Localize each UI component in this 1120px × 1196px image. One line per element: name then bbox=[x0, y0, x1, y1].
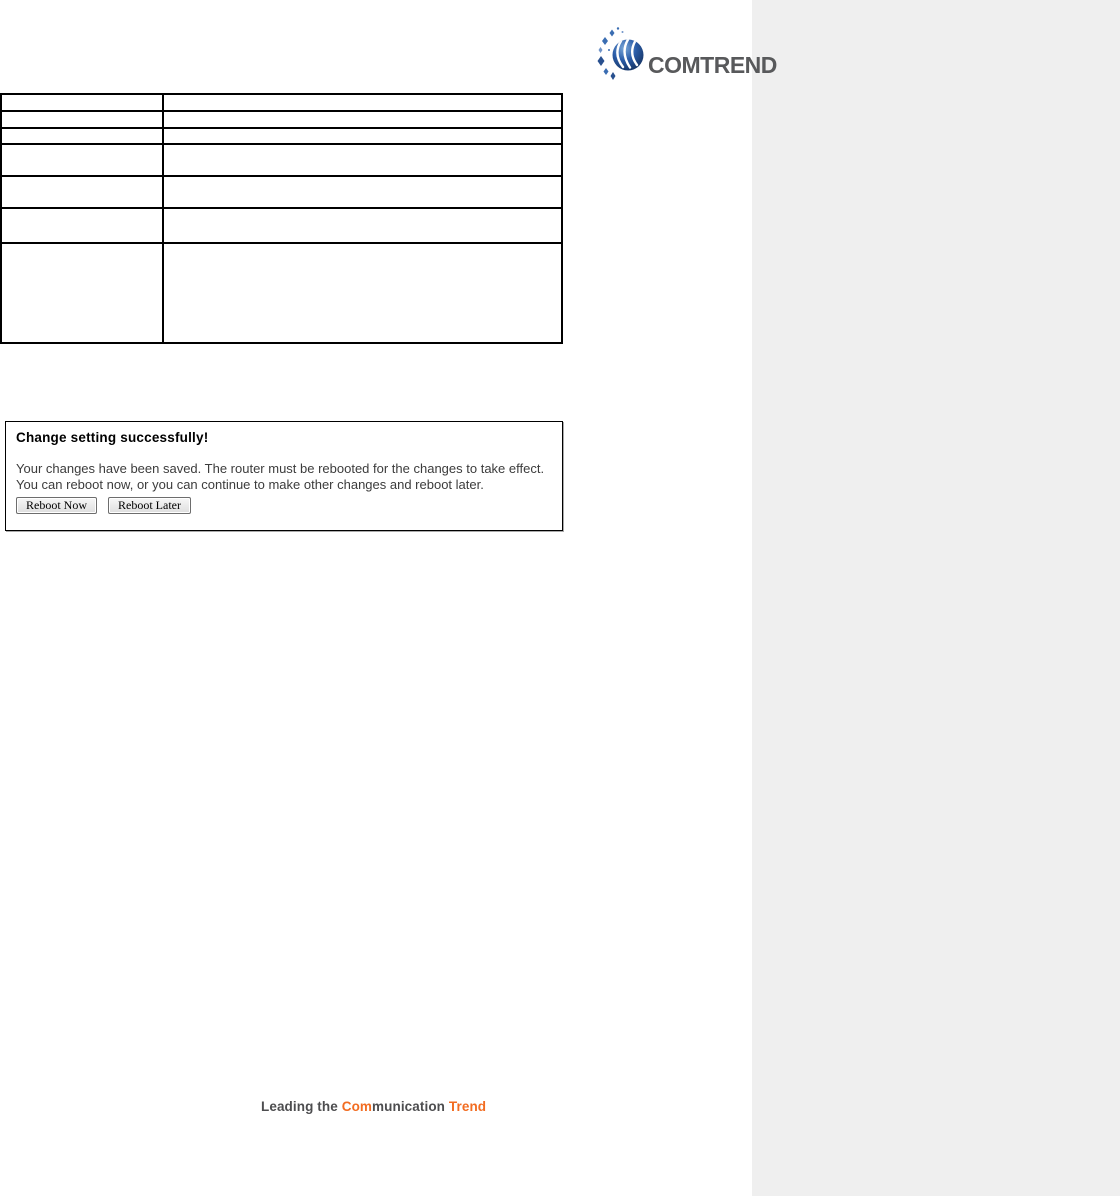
tagline-accent-segment: Trend bbox=[448, 1099, 487, 1114]
spec-table bbox=[0, 93, 563, 344]
spec-name-cell bbox=[1, 243, 163, 343]
spec-value-cell bbox=[163, 144, 562, 176]
spec-value-cell bbox=[163, 243, 562, 343]
reboot-button-row bbox=[16, 497, 552, 514]
spec-name-cell bbox=[1, 208, 163, 243]
spec-name-cell bbox=[1, 111, 163, 128]
spec-value-cell bbox=[163, 128, 562, 144]
message-box-title: Change setting successfully! bbox=[16, 430, 209, 445]
spec-name-cell bbox=[1, 128, 163, 144]
canvas-gutter bbox=[752, 0, 1120, 1196]
message-box-body bbox=[16, 461, 552, 493]
tagline-segment: munication bbox=[372, 1099, 449, 1114]
table-row bbox=[1, 94, 562, 111]
footer-tagline bbox=[261, 1099, 486, 1114]
reboot-now-button[interactable]: Reboot Now bbox=[16, 497, 97, 514]
spec-value-cell bbox=[163, 176, 562, 208]
table-row bbox=[1, 111, 562, 128]
spec-name-cell bbox=[1, 94, 163, 111]
spec-value-cell bbox=[163, 111, 562, 128]
spec-value-cell bbox=[163, 94, 562, 111]
logo-wordmark: COMTREND bbox=[648, 52, 777, 78]
message-box bbox=[5, 421, 563, 531]
tagline-segment: Leading the bbox=[261, 1099, 342, 1114]
message-body-line: You can reboot now, or you can continue to make other changes and reboot later. bbox=[16, 477, 484, 492]
comtrend-logo bbox=[597, 26, 777, 80]
spec-name-cell bbox=[1, 176, 163, 208]
reboot-later-button[interactable]: Reboot Later bbox=[108, 497, 191, 514]
globe-starburst-icon bbox=[597, 26, 645, 80]
table-row bbox=[1, 176, 562, 208]
spec-name-cell bbox=[1, 144, 163, 176]
spec-value-cell bbox=[163, 208, 562, 243]
table-row bbox=[1, 144, 562, 176]
tagline-accent-segment: Com bbox=[341, 1099, 373, 1114]
table-row bbox=[1, 128, 562, 144]
table-row bbox=[1, 208, 562, 243]
message-body-line: Your changes have been saved. The router must be rebooted for the changes to take effect. bbox=[16, 461, 545, 476]
table-row bbox=[1, 243, 562, 343]
